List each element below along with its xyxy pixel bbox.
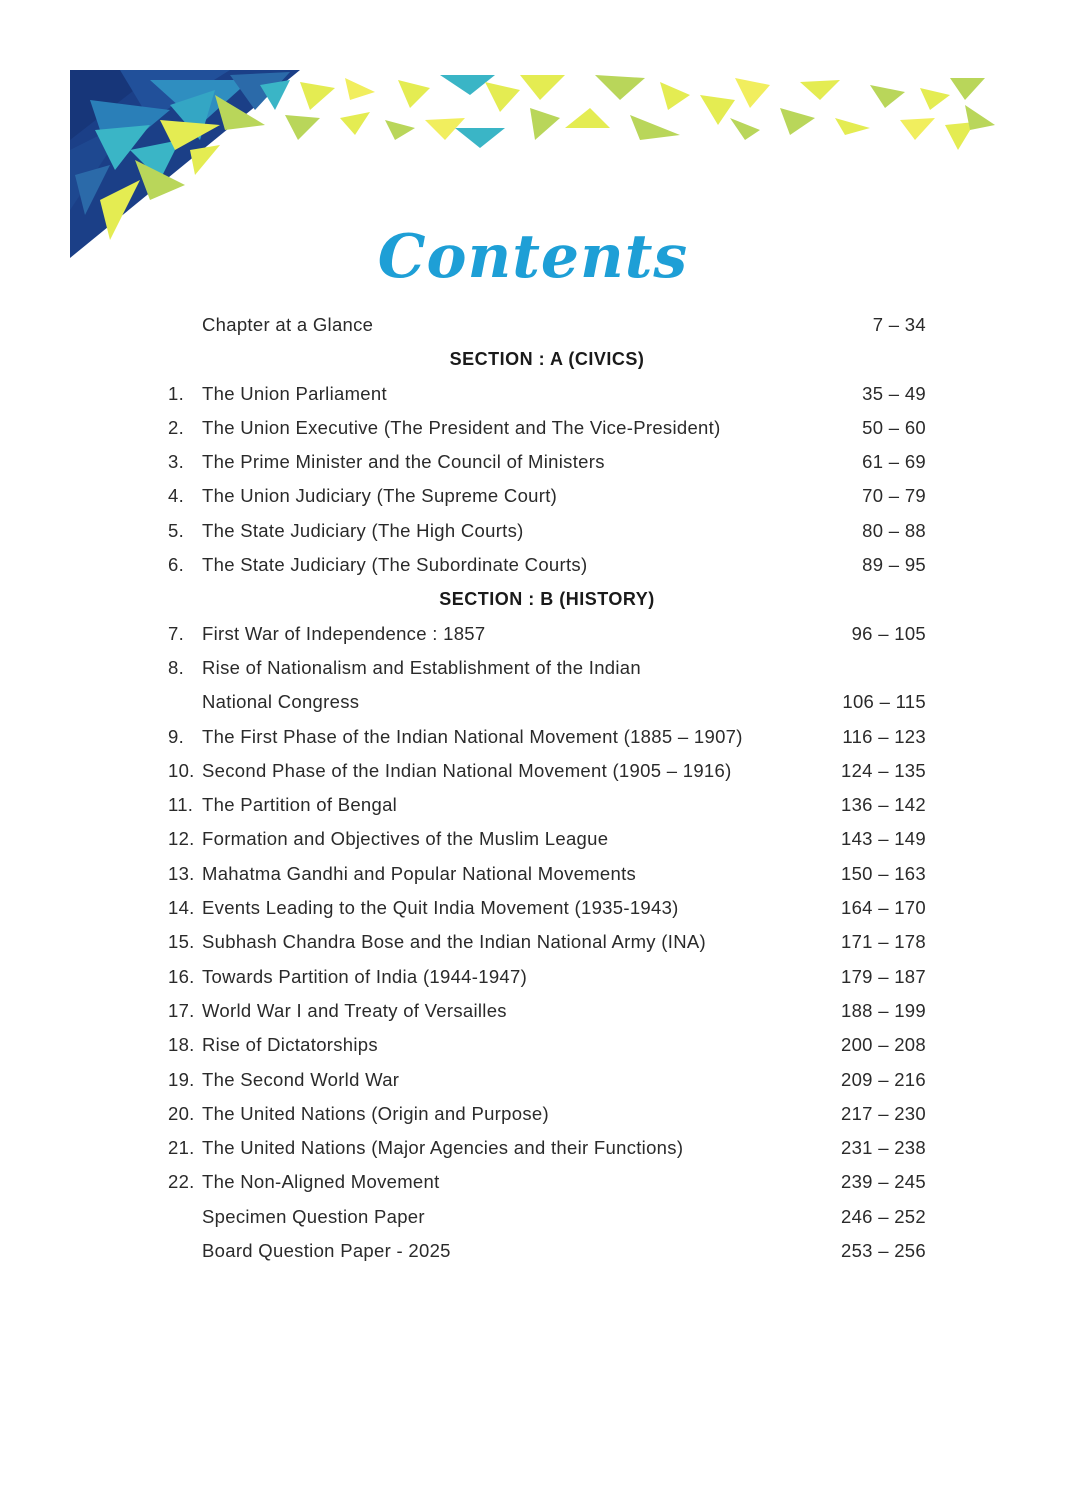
chapter-title: First War of Independence : 1857 (202, 622, 486, 644)
chapter-number: 12. (168, 828, 195, 850)
chapter-number: 13. (168, 862, 195, 884)
chapter-number: 17. (168, 999, 195, 1021)
toc-entry (168, 822, 926, 856)
page-range: 136 – 142 (840, 794, 926, 816)
chapter-title: The Non-Aligned Movement (202, 1171, 440, 1193)
chapter-title: Mahatma Gandhi and Popular National Movements (202, 862, 637, 884)
chapter-title: The State Judiciary (The High Courts) (202, 519, 524, 541)
page-range: 239 – 245 (840, 1171, 926, 1193)
toc-entry (168, 377, 926, 411)
chapter-number: 5. (168, 519, 185, 541)
page-range: 70 – 79 (862, 485, 926, 507)
page-range: 7 – 34 (872, 314, 926, 335)
page-range: 50 – 60 (862, 416, 926, 438)
chapter-title: Second Phase of the Indian National Movement (1905 – 1916) (202, 759, 732, 781)
toc-entry (168, 857, 926, 891)
toc-entry (168, 445, 926, 479)
page-range: 116 – 123 (842, 725, 926, 747)
page-range: 164 – 170 (840, 897, 926, 919)
toc-entry (168, 685, 926, 719)
chapter-title: The Prime Minister and the Council of Ministers (202, 451, 605, 473)
toc-entry (168, 617, 926, 651)
page-range: 231 – 238 (840, 1137, 926, 1159)
chapter-number: 11. (168, 794, 194, 816)
page-range: 171 – 178 (840, 931, 926, 953)
chapter-number: 8. (168, 656, 185, 678)
toc-entry (168, 651, 926, 685)
chapter-title: Rise of Nationalism and Establishment of the Indian (202, 656, 641, 678)
chapter-title: Specimen Question Paper (202, 1205, 425, 1227)
chapter-number: 20. (168, 1102, 195, 1124)
page-range: 246 – 252 (840, 1205, 926, 1227)
chapter-title: Chapter at a Glance (202, 314, 374, 335)
chapter-title: Subhash Chandra Bose and the Indian National Army (INA) (202, 931, 706, 953)
toc-entry (168, 960, 926, 994)
toc-entry (168, 994, 926, 1028)
page-range: 150 – 163 (840, 862, 926, 884)
toc-entry (168, 1063, 926, 1097)
toc-entry (168, 548, 926, 582)
chapter-number: 15. (168, 931, 195, 953)
page-range: 61 – 69 (862, 451, 926, 473)
toc-entry (168, 1165, 926, 1199)
chapter-number: 2. (168, 416, 185, 438)
chapter-title: The Partition of Bengal (202, 794, 398, 816)
chapter-title: The Union Judiciary (The Supreme Court) (202, 485, 558, 507)
toc-entry (168, 788, 926, 822)
chapter-number: 9. (168, 725, 185, 747)
page-range: 143 – 149 (840, 828, 926, 850)
toc-entry (168, 754, 926, 788)
chapter-title: The Second World War (202, 1068, 400, 1090)
chapter-title: Board Question Paper - 2025 (202, 1240, 451, 1262)
page-range: 188 – 199 (840, 999, 926, 1021)
toc-entry (168, 479, 926, 513)
toc-entry (168, 1097, 926, 1131)
chapter-title: National Congress (202, 691, 360, 713)
chapter-title: World War I and Treaty of Versailles (202, 999, 507, 1021)
toc-entry (168, 1200, 926, 1234)
page-range: 179 – 187 (840, 965, 926, 987)
page-range: 253 – 256 (840, 1240, 926, 1262)
page-range: 106 – 115 (842, 691, 926, 713)
chapter-title: Rise of Dictatorships (202, 1034, 378, 1056)
toc-entry (168, 891, 926, 925)
chapter-number: 10. (168, 759, 195, 781)
chapter-title: Formation and Objectives of the Muslim League (202, 828, 609, 850)
page-range: 200 – 208 (840, 1034, 926, 1056)
chapter-title: Events Leading to the Quit India Movement (1935-1943) (202, 897, 679, 919)
page-range: 96 – 105 (851, 622, 926, 644)
toc-entry (168, 1131, 926, 1165)
chapter-number: 3. (168, 451, 185, 473)
chapter-number: 14. (168, 897, 195, 919)
toc-entry (168, 720, 926, 754)
toc-entry (168, 925, 926, 959)
toc-entry (168, 1028, 926, 1062)
chapter-number: 21. (168, 1137, 195, 1159)
chapter-title: The United Nations (Major Agencies and their Functions) (202, 1137, 684, 1159)
chapter-number: 22. (168, 1171, 195, 1193)
chapter-title: The State Judiciary (The Subordinate Courts) (202, 554, 588, 576)
chapter-title: The First Phase of the Indian National Movement (1885 – 1907) (202, 725, 743, 747)
toc-entry (168, 411, 926, 445)
chapter-title: The United Nations (Origin and Purpose) (202, 1102, 549, 1124)
page-range: 209 – 216 (840, 1068, 926, 1090)
page-range: 124 – 135 (840, 759, 926, 781)
page-title: Contents (377, 222, 689, 292)
toc-entry (168, 1234, 926, 1268)
toc-entry (168, 514, 926, 548)
chapter-number: 19. (168, 1068, 195, 1090)
page-range: 89 – 95 (862, 554, 926, 576)
chapter-number: 7. (168, 622, 185, 644)
chapter-number: 16. (168, 965, 195, 987)
chapter-number: 18. (168, 1034, 195, 1056)
chapter-title: The Union Parliament (202, 382, 387, 404)
chapter-number: 6. (168, 554, 185, 576)
chapter-title: Towards Partition of India (1944-1947) (202, 965, 528, 987)
chapter-number: 1. (168, 382, 185, 404)
chapter-number: 4. (168, 485, 185, 507)
page-range: 217 – 230 (840, 1102, 926, 1124)
page-range: 80 – 88 (862, 519, 926, 541)
section-heading: SECTION : B (HISTORY) (439, 589, 655, 610)
toc-entry (168, 308, 926, 342)
section-heading: SECTION : A (CIVICS) (449, 349, 645, 370)
chapter-title: The Union Executive (The President and The Vice-President) (202, 416, 721, 438)
table-of-contents (168, 308, 926, 1268)
page-range: 35 – 49 (862, 382, 926, 404)
